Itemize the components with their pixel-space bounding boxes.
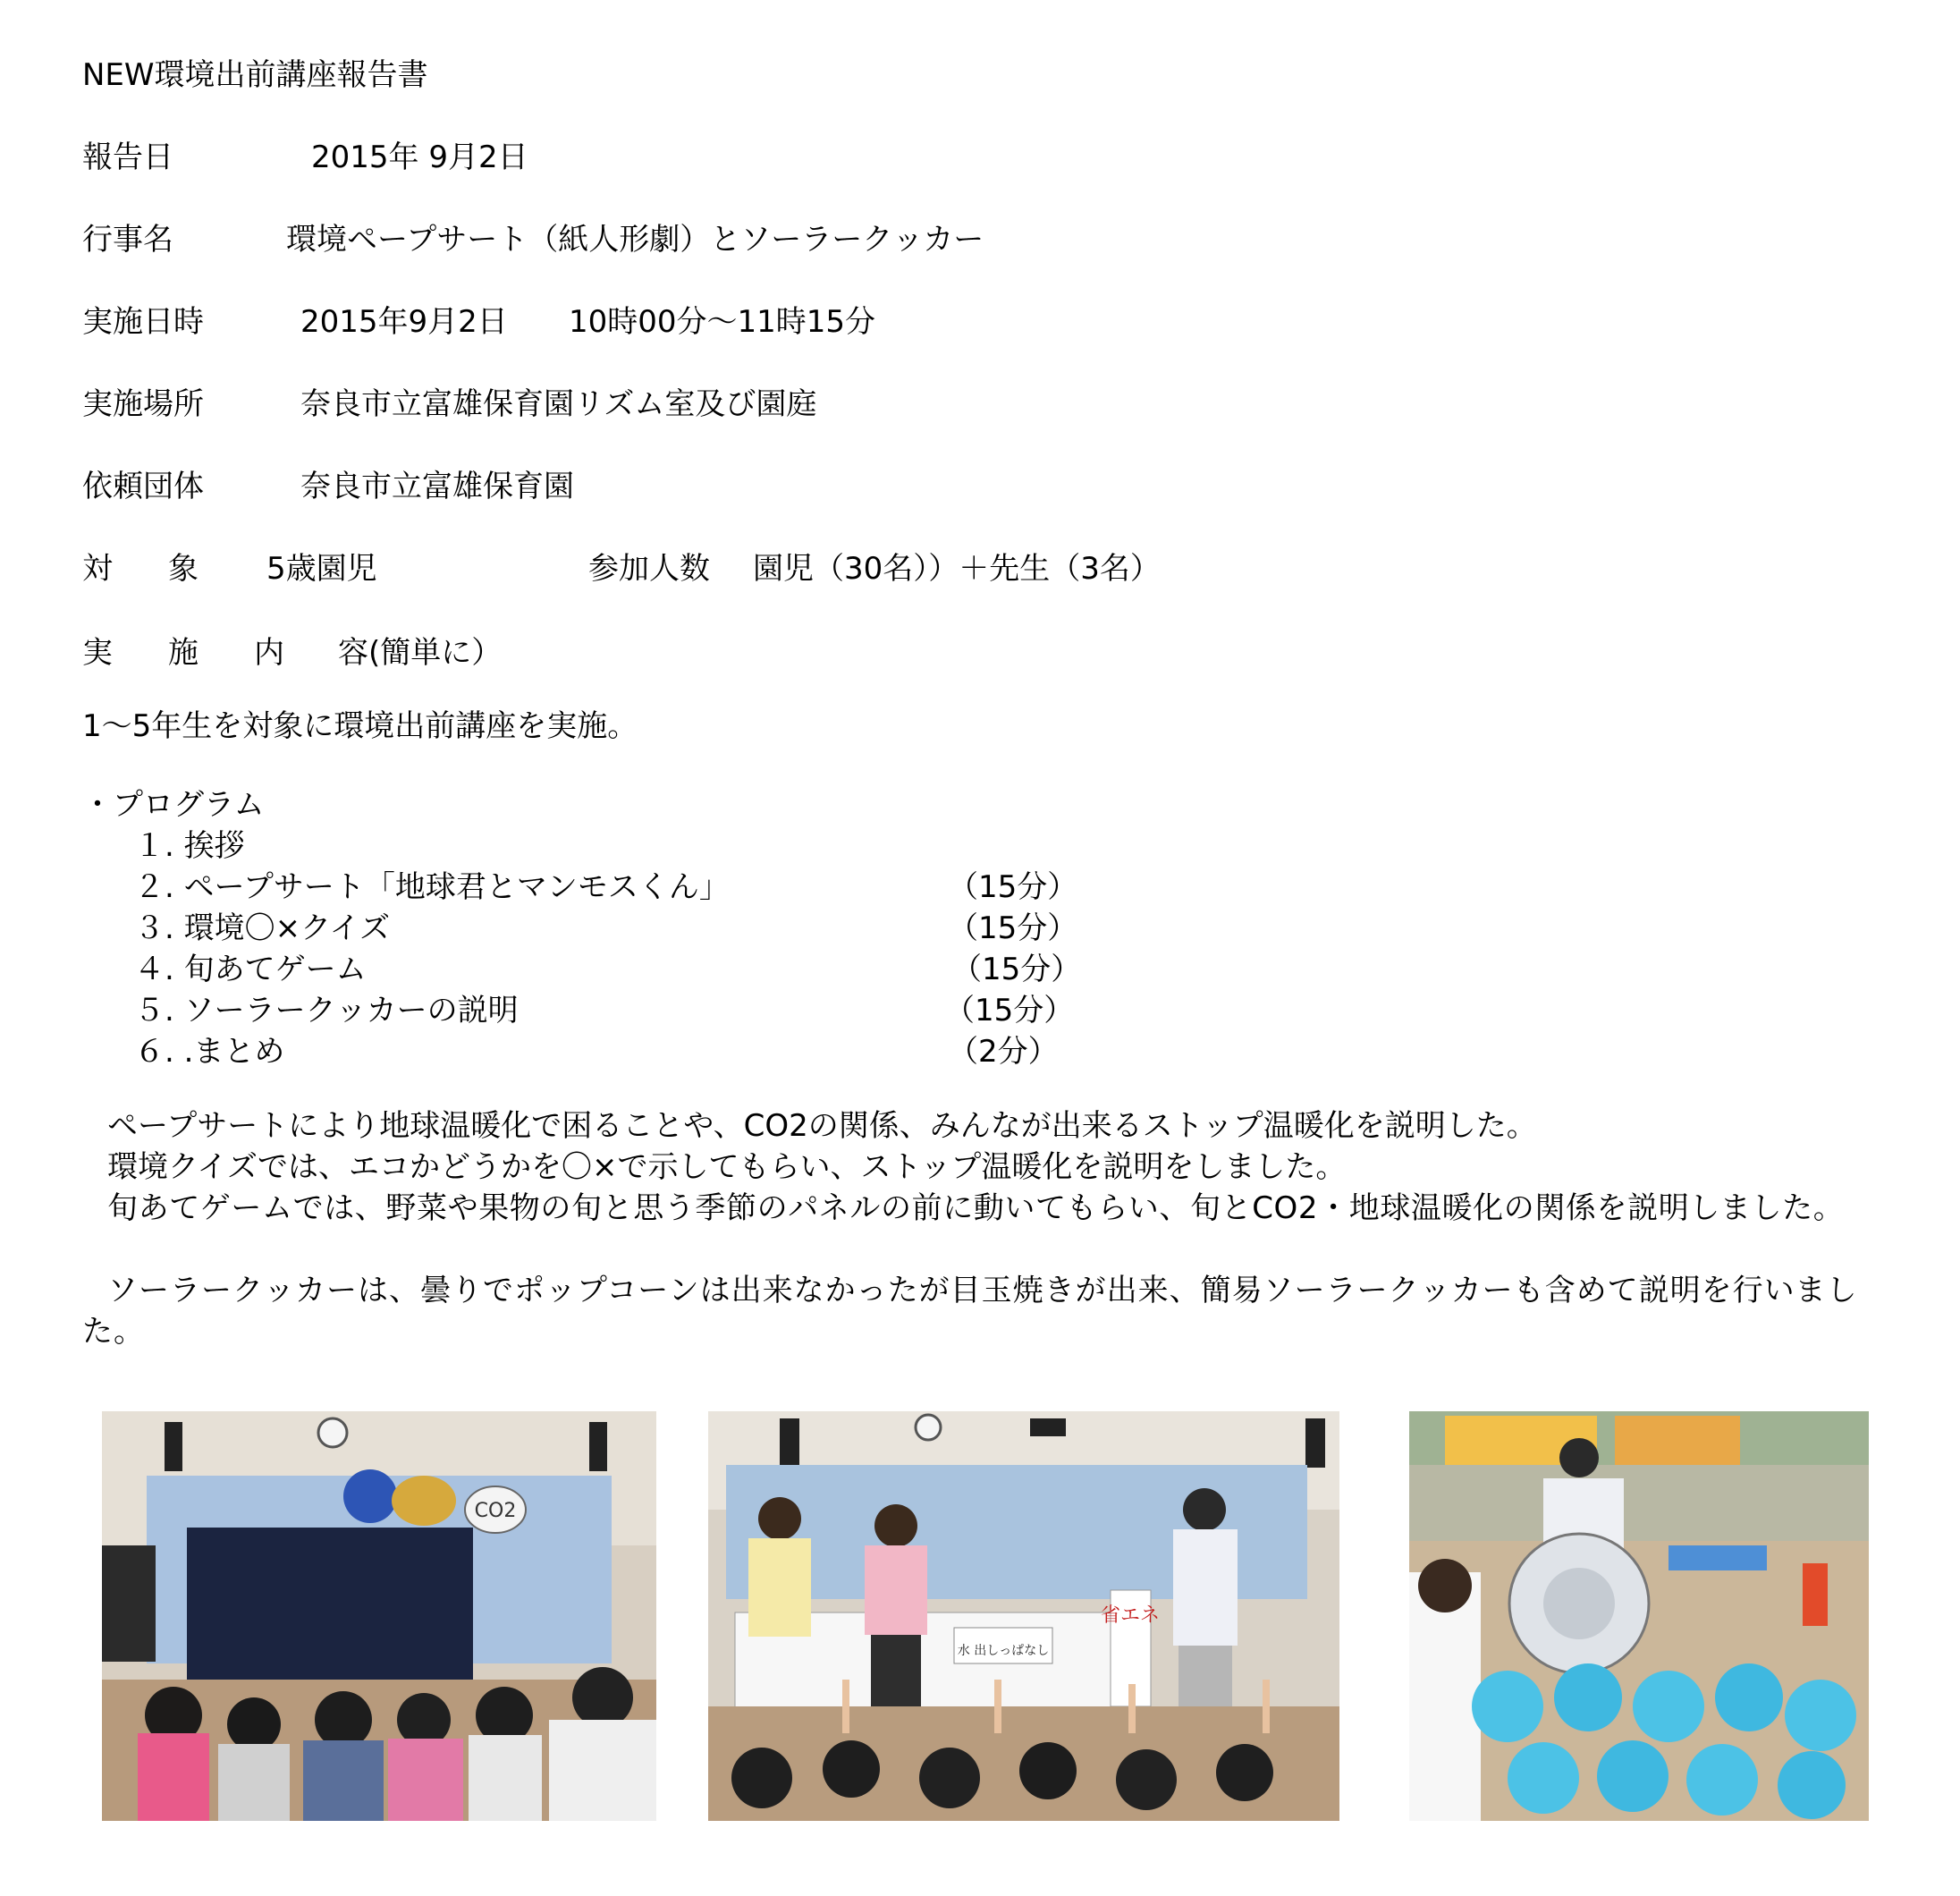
content-label-tail: 容(簡単に） [338, 635, 503, 671]
report-date-label: 報告日 [82, 140, 173, 175]
photo-puppet-show-image [102, 1411, 656, 1821]
program-item-2-duration: （15分） [948, 869, 1078, 905]
program-item-6-duration: （2分） [948, 1034, 1059, 1070]
photo-quiz-session [708, 1411, 1339, 1821]
content-label-char-1: 実 [82, 635, 113, 671]
description-paragraph-1: ペープサートにより地球温暖化で困ることや、CO2の関係、みんなが出来るストップ温暖化を説明した。 [107, 1108, 1537, 1144]
photo-solar-cooker [1409, 1411, 1869, 1821]
datetime-label: 実施日時 [82, 304, 204, 340]
description-paragraph-3: 旬あてゲームでは、野菜や果物の旬と思う季節のパネルの前に動いてもらい、旬とCO2・地球温暖化の関係を説明しました。 [107, 1190, 1845, 1226]
program-item-5: ５. ソーラークッカーの説明 [134, 993, 519, 1028]
datetime-time: 10時00分～11時15分 [569, 304, 876, 340]
program-item-6: ６. .まとめ [134, 1034, 285, 1070]
target-label-a: 対 [82, 551, 113, 587]
program-item-4-duration: （15分） [951, 952, 1082, 987]
event-name-value: 環境ペープサート（紙人形劇）とソーラークッカー [286, 222, 984, 258]
photo-puppet-show [102, 1411, 656, 1821]
photo-board-text: 水 出しっぱなし [957, 1644, 1050, 1658]
event-name-label: 行事名 [82, 222, 173, 258]
content-summary: 1～5年生を対象に環境出前講座を実施。 [82, 708, 638, 744]
place-value: 奈良市立富雄保育園リズム室及び園庭 [300, 386, 817, 422]
content-label-char-3: 内 [254, 635, 284, 671]
participants-value: 園児（30名））＋先生（3名） [753, 551, 1161, 587]
description-paragraph-2: 環境クイズでは、エコかどうかを〇×で示してもらい、ストップ温暖化を説明をしました。 [107, 1149, 1347, 1185]
photo-quiz-session-image [708, 1411, 1339, 1821]
program-item-3: ３. 環境〇×クイズ [134, 910, 391, 946]
program-item-1: １. 挨拶 [134, 828, 245, 864]
photo-shouene-sign: 省エネ [1100, 1604, 1161, 1627]
program-item-4: ４. 旬あてゲーム [134, 952, 367, 987]
content-label-char-2: 施 [168, 635, 199, 671]
target-value: 5歳園児 [266, 551, 377, 587]
client-value: 奈良市立富雄保育園 [300, 469, 574, 504]
client-label: 依頼団体 [82, 469, 204, 504]
program-heading: ・プログラム [82, 787, 265, 823]
place-label: 実施場所 [82, 386, 204, 422]
document-title: NEW環境出前講座報告書 [82, 57, 428, 93]
datetime-date: 2015年9月2日 [300, 304, 508, 340]
program-item-3-duration: （15分） [948, 910, 1078, 946]
photo-solar-cooker-image [1409, 1411, 1869, 1821]
program-item-2: ２. ペープサート「地球君とマンモスくん」 [134, 869, 730, 905]
description-paragraph-4: ソーラークッカーは、曇りでポップコーンは出来なかったが目玉焼きが出来、簡易ソーラークッカーも含めて説明を行いました。 [82, 1273, 1858, 1350]
target-label-b: 象 [168, 551, 199, 587]
report-date-value: 2015年 9月2日 [311, 140, 528, 175]
program-item-5-duration: （15分） [944, 993, 1075, 1028]
photo-co2-sign: CO2 [474, 1500, 517, 1522]
participants-label: 参加人数 [588, 551, 710, 587]
